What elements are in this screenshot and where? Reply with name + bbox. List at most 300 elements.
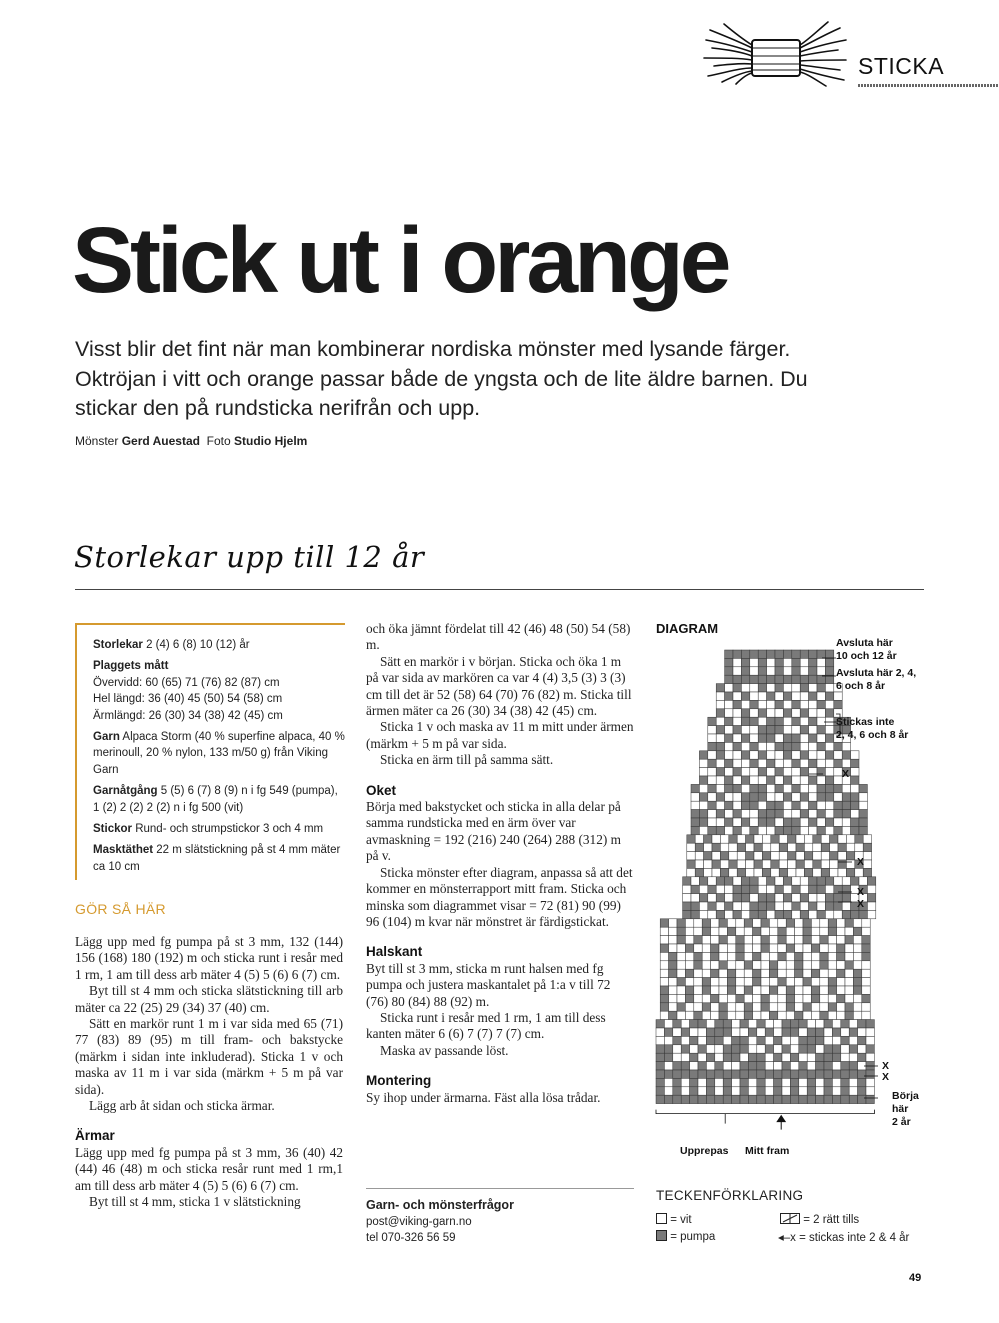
chart-cell	[809, 784, 817, 792]
chart-cell	[804, 843, 812, 851]
chart-cell	[685, 1011, 693, 1019]
chart-cell	[845, 969, 853, 977]
chart-cell	[824, 1095, 832, 1103]
chart-cell	[741, 675, 749, 683]
contact-email[interactable]: post@viking-garn.no	[366, 1215, 472, 1228]
chart-cell	[702, 994, 710, 1002]
chart-cell	[799, 1028, 807, 1036]
chart-cell	[708, 742, 716, 750]
chart-cell	[767, 768, 775, 776]
chart-cell	[809, 810, 817, 818]
chart-cell	[733, 717, 741, 725]
chart-cell	[753, 978, 761, 986]
chart-cell	[767, 667, 775, 675]
chart-cell	[669, 961, 677, 969]
chart-cell	[673, 1053, 681, 1061]
chart-cell	[825, 675, 833, 683]
chart-cell	[817, 684, 825, 692]
chart-cell	[729, 852, 737, 860]
yarn-skein-icon	[700, 18, 850, 90]
chart-cell	[825, 751, 833, 759]
chart-cell	[708, 818, 716, 826]
chart-cell	[711, 978, 719, 986]
chart-cell	[704, 835, 712, 843]
chart-cell	[765, 1078, 773, 1086]
chart-cell	[733, 885, 741, 893]
chart-cell	[774, 1053, 782, 1061]
chart-cell	[677, 936, 685, 944]
chart-cell	[723, 1087, 731, 1095]
paragraph: Maska av passande löst.	[380, 1042, 509, 1058]
chart-cell	[669, 994, 677, 1002]
chart-cell	[673, 1036, 681, 1044]
chart-cell	[811, 969, 819, 977]
chart-cell	[737, 852, 745, 860]
chart-cell	[698, 1070, 706, 1078]
chart-cell	[706, 1036, 714, 1044]
chart-cell	[699, 818, 707, 826]
chart-cell	[690, 1095, 698, 1103]
chart-cell	[698, 1045, 706, 1053]
chart-cell	[845, 994, 853, 1002]
chart-cell	[733, 742, 741, 750]
chart-cell	[716, 902, 724, 910]
chart-cell	[769, 969, 777, 977]
chart-cell	[800, 793, 808, 801]
chart-cell	[778, 961, 786, 969]
chart-cell	[754, 835, 762, 843]
chart-cell	[702, 978, 710, 986]
chart-cell	[736, 1003, 744, 1011]
chart-cell	[783, 726, 791, 734]
chart-cell	[841, 1062, 849, 1070]
chart-cell	[783, 910, 791, 918]
chart-cell	[669, 944, 677, 952]
chart-cell	[809, 902, 817, 910]
chart-cell	[708, 726, 716, 734]
chart-cell	[715, 1062, 723, 1070]
chart-cell	[716, 751, 724, 759]
chart-cell	[866, 1095, 874, 1103]
chart-cell	[740, 1028, 748, 1036]
chart-cell	[727, 927, 735, 935]
chart-cell	[711, 994, 719, 1002]
chart-cell	[758, 894, 766, 902]
chart-cell	[783, 751, 791, 759]
chart-cell	[723, 1036, 731, 1044]
chart-cell	[807, 1045, 815, 1053]
chart-cell	[664, 1062, 672, 1070]
chart-cell	[790, 1053, 798, 1061]
chart-cell	[725, 650, 733, 658]
chart-cell	[842, 810, 850, 818]
chart-cell	[817, 793, 825, 801]
chart-cell	[816, 1020, 824, 1028]
chart-cell	[733, 692, 741, 700]
chart-cell	[744, 927, 752, 935]
chart-cell	[771, 843, 779, 851]
chart-cell	[771, 852, 779, 860]
chart-cell	[685, 986, 693, 994]
chart-cell	[783, 768, 791, 776]
chart-cell	[708, 768, 716, 776]
chart-cell	[845, 1003, 853, 1011]
chart-cell	[750, 759, 758, 767]
chart-cell	[837, 944, 845, 952]
chart-cell	[765, 1070, 773, 1078]
chart-cell	[853, 919, 861, 927]
k2tog-symbol-icon	[780, 1213, 800, 1224]
chart-cell	[748, 1028, 756, 1036]
chart-cell	[691, 902, 699, 910]
chart-cell	[767, 810, 775, 818]
chart-cell	[816, 1095, 824, 1103]
chart-cell	[715, 1070, 723, 1078]
chart-cell	[800, 902, 808, 910]
chart-cell	[762, 852, 770, 860]
chart-cell	[673, 1087, 681, 1095]
chart-cell	[862, 927, 870, 935]
chart-cell	[733, 810, 741, 818]
chart-cell	[792, 650, 800, 658]
chart-cell	[723, 1078, 731, 1086]
paragraph: Sticka 1 v och maska av 11 m mitt under ärmen (märkm + 5 m på var sida.	[366, 719, 634, 751]
chart-cell	[800, 759, 808, 767]
chart-cell	[716, 801, 724, 809]
chart-cell	[851, 759, 859, 767]
chart-cell	[851, 793, 859, 801]
chart-cell	[790, 1095, 798, 1103]
chart-cell	[837, 1003, 845, 1011]
chart-cell	[863, 843, 871, 851]
chart-cell	[758, 877, 766, 885]
chart-cell	[799, 1036, 807, 1044]
chart-cell	[712, 835, 720, 843]
article-lead: Visst blir det fint när man kombinerar nordiska mönster med lysande färger. Oktröjan i vitt och orange passar både de yngsta och de lite äldre barnen. Du stickar den på rundsticka nerifrån och upp.	[75, 337, 808, 420]
chart-cell	[769, 1011, 777, 1019]
repeat-bracket	[656, 1110, 874, 1114]
chart-cell	[741, 768, 749, 776]
chart-cell	[761, 994, 769, 1002]
chart-cell	[769, 961, 777, 969]
chart-cell	[792, 894, 800, 902]
chart-cell	[702, 961, 710, 969]
chart-cell	[775, 877, 783, 885]
chart-cell	[858, 1078, 866, 1086]
chart-cell	[716, 742, 724, 750]
chart-cell	[750, 709, 758, 717]
chart-cell	[800, 885, 808, 893]
chart-cell	[809, 877, 817, 885]
chart-cell	[758, 826, 766, 834]
chart-cell	[708, 877, 716, 885]
chart-cell	[825, 818, 833, 826]
chart-cell	[841, 1095, 849, 1103]
chart-cell	[775, 717, 783, 725]
chart-cell	[669, 986, 677, 994]
chart-cell	[750, 768, 758, 776]
chart-cell	[758, 885, 766, 893]
chart-cell	[863, 860, 871, 868]
chart-cell	[820, 936, 828, 944]
chart-cell	[862, 961, 870, 969]
chart-cell	[695, 852, 703, 860]
chart-cell	[741, 776, 749, 784]
chart-cell	[681, 1087, 689, 1095]
chart-cell	[767, 759, 775, 767]
chart-cell	[849, 1087, 857, 1095]
chart-cell	[863, 852, 871, 860]
chart-cell	[685, 1003, 693, 1011]
chart-cell	[725, 684, 733, 692]
chart-cell	[790, 1070, 798, 1078]
chart-cell	[727, 952, 735, 960]
chart-cell	[863, 835, 871, 843]
chart-cell	[702, 919, 710, 927]
chart-cell	[765, 1095, 773, 1103]
chart-cell	[767, 902, 775, 910]
chart-cell	[851, 877, 859, 885]
chart-cell	[750, 675, 758, 683]
chart-cell	[834, 784, 842, 792]
chart-cell	[690, 1020, 698, 1028]
chart-cell	[716, 826, 724, 834]
chart-cell	[853, 927, 861, 935]
chart-cell	[740, 1095, 748, 1103]
chart-cell	[816, 1053, 824, 1061]
chart-cell	[750, 902, 758, 910]
chart-cell	[695, 868, 703, 876]
chart-cell	[866, 1045, 874, 1053]
chart-cell	[656, 1095, 664, 1103]
chart-cell	[690, 1028, 698, 1036]
chart-cell	[691, 910, 699, 918]
chart-cell	[732, 1095, 740, 1103]
legend-title: TECKENFÖRKLARING	[656, 1188, 804, 1203]
chart-cell	[834, 801, 842, 809]
chart-cell	[830, 860, 838, 868]
chart-cell	[699, 759, 707, 767]
chart-cell	[720, 843, 728, 851]
chart-cell	[775, 709, 783, 717]
chart-cell	[824, 1053, 832, 1061]
chart-cell	[748, 1036, 756, 1044]
chart-cell	[741, 667, 749, 675]
chart-cell	[741, 717, 749, 725]
chart-cell	[744, 919, 752, 927]
chart-cell	[750, 784, 758, 792]
chart-cell	[809, 885, 817, 893]
chart-cell	[711, 927, 719, 935]
chart-cell	[775, 885, 783, 893]
chart-cell	[677, 969, 685, 977]
chart-cell	[748, 1070, 756, 1078]
chart-cell	[761, 986, 769, 994]
chart-cell	[712, 852, 720, 860]
chart-cell	[817, 700, 825, 708]
chart-cell	[758, 684, 766, 692]
chart-cell	[817, 650, 825, 658]
chart-cell	[748, 1087, 756, 1095]
chart-cell	[824, 1045, 832, 1053]
chart-cell	[732, 1070, 740, 1078]
chart-cell	[741, 894, 749, 902]
chart-cell	[792, 826, 800, 834]
chart-cell	[859, 910, 867, 918]
chart-cell	[750, 658, 758, 666]
chart-cell	[748, 1053, 756, 1061]
chart-cell	[708, 784, 716, 792]
chart-cell	[834, 700, 842, 708]
chart-cell	[775, 784, 783, 792]
chart-cell	[825, 826, 833, 834]
chart-cell	[775, 726, 783, 734]
chart-cell	[664, 1087, 672, 1095]
chart-cell	[716, 734, 724, 742]
chart-cell	[750, 742, 758, 750]
chart-cell	[733, 894, 741, 902]
chart-cell	[702, 952, 710, 960]
contact-rule	[366, 1188, 634, 1189]
chart-cell	[761, 961, 769, 969]
chart-cell	[809, 793, 817, 801]
chart-cell	[719, 927, 727, 935]
chart-cell	[733, 751, 741, 759]
chart-cell	[725, 793, 733, 801]
chart-cell	[715, 1095, 723, 1103]
chart-cell	[673, 1062, 681, 1070]
chart-cell	[817, 885, 825, 893]
chart-cell	[706, 1078, 714, 1086]
chart-cell	[816, 1028, 824, 1036]
chart-cell	[733, 726, 741, 734]
chart-cell	[774, 1028, 782, 1036]
chart-cell	[741, 726, 749, 734]
chart-cell	[750, 717, 758, 725]
chart-cell	[820, 994, 828, 1002]
chart-cell	[809, 684, 817, 692]
chart-cell	[716, 885, 724, 893]
chart-cell	[750, 826, 758, 834]
contact-title: Garn- och mönsterfrågor	[366, 1198, 514, 1212]
chart-cell	[771, 868, 779, 876]
chart-cell	[775, 768, 783, 776]
chart-cell	[811, 1011, 819, 1019]
chart-cell	[783, 776, 791, 784]
section-rule	[75, 589, 924, 590]
chart-cell	[694, 961, 702, 969]
chart-cell	[862, 944, 870, 952]
chart-cell	[813, 835, 821, 843]
chart-cell	[799, 1095, 807, 1103]
chart-cell	[795, 936, 803, 944]
chart-cell	[746, 868, 754, 876]
chart-cell	[757, 1070, 765, 1078]
chart-cell	[767, 793, 775, 801]
chart-cell	[866, 1078, 874, 1086]
chart-cell	[811, 978, 819, 986]
chart-cell	[758, 910, 766, 918]
chart-cell	[690, 1062, 698, 1070]
chart-cell	[783, 675, 791, 683]
heading-oket: Oket	[366, 782, 397, 798]
chart-cell	[841, 1045, 849, 1053]
header-rule	[858, 84, 999, 87]
chart-cell	[719, 1003, 727, 1011]
chart-cell	[744, 952, 752, 960]
chart-cell	[867, 885, 875, 893]
chart-cell	[725, 726, 733, 734]
chart-cell	[778, 936, 786, 944]
chart-cell	[786, 969, 794, 977]
chart-cell	[719, 961, 727, 969]
chart-cell	[790, 1087, 798, 1095]
chart-cell	[753, 919, 761, 927]
chart-cell	[849, 1036, 857, 1044]
chart-cell	[862, 978, 870, 986]
chart-cell	[740, 1078, 748, 1086]
chart-cell	[816, 1036, 824, 1044]
chart-cell	[849, 1070, 857, 1078]
chart-cell	[740, 1087, 748, 1095]
chart-cell	[800, 742, 808, 750]
chart-cell	[681, 1062, 689, 1070]
chart-cell	[866, 1053, 874, 1061]
chart-cell	[783, 717, 791, 725]
chart-cell	[800, 717, 808, 725]
instructions-column-1	[75, 934, 343, 1211]
chart-cell	[792, 658, 800, 666]
chart-cell	[664, 1036, 672, 1044]
chart-cell	[716, 692, 724, 700]
chart-cell	[750, 667, 758, 675]
chart-cell	[737, 835, 745, 843]
chart-cell	[729, 843, 737, 851]
chart-cell	[862, 1003, 870, 1011]
chart-cell	[725, 700, 733, 708]
chart-cell	[817, 877, 825, 885]
chart-cell	[767, 910, 775, 918]
chart-cell	[736, 961, 744, 969]
chart-cell	[702, 944, 710, 952]
chart-cell	[716, 818, 724, 826]
chart-cell	[862, 994, 870, 1002]
chart-cell	[817, 768, 825, 776]
chart-cell	[723, 1070, 731, 1078]
chart-cell	[685, 952, 693, 960]
chart-cell	[725, 776, 733, 784]
chart-cell	[748, 1020, 756, 1028]
chart-cell	[795, 927, 803, 935]
chart-cell	[846, 852, 854, 860]
chart-cell	[736, 936, 744, 944]
chart-cell	[820, 1011, 828, 1019]
chart-cell	[669, 936, 677, 944]
chart-cell	[694, 978, 702, 986]
chart-cell	[842, 751, 850, 759]
chart-cell	[708, 885, 716, 893]
chart-cell	[813, 868, 821, 876]
chart-cell	[825, 742, 833, 750]
chart-cell	[687, 852, 695, 860]
chart-cell	[778, 919, 786, 927]
chart-cell	[761, 1003, 769, 1011]
heading-montering: Montering	[366, 1073, 432, 1089]
chart-cell	[820, 952, 828, 960]
chart-cell	[832, 1020, 840, 1028]
chart-cell	[817, 692, 825, 700]
chart-cell	[807, 1020, 815, 1028]
